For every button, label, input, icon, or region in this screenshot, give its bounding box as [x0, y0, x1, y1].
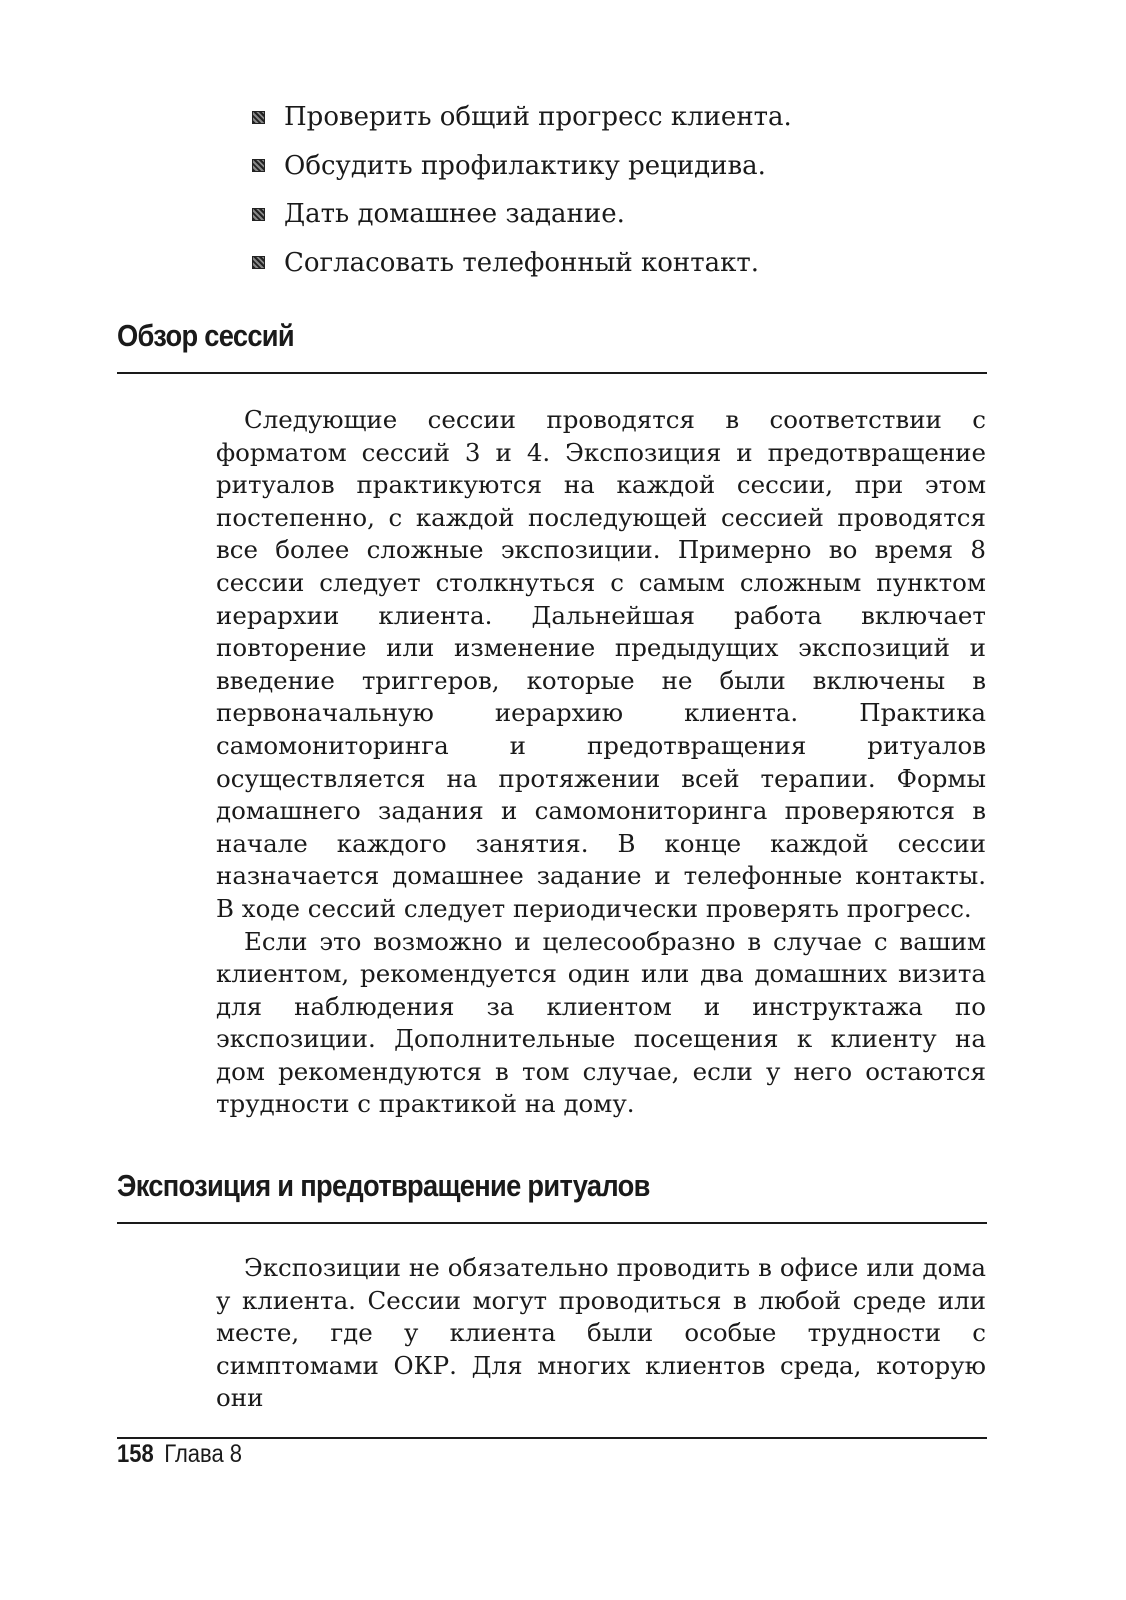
square-bullet-icon [252, 256, 265, 269]
task-bullet-list [252, 93, 1012, 287]
paragraph: Если это возможно и целесообразно в случае с вашим клиентом, рекомендуется один или два домашних визита для наблюдения за клиентом и инструктажа по экспозиции. Дополнительные посещения к клиенту на дом рекомендуются в том случае, если у него остаются трудности с практикой на дому. [216, 926, 986, 1119]
page-number: 158 [117, 1440, 154, 1468]
paragraph: Следующие сессии проводятся в соответствии с форматом сессий 3 и 4. Экспозиция и предотвращение ритуалов практикуются на каждой сессии, при этом постепенно, с каждой последующей сессией проводятся все более сложные экспозиции. Примерно во время 8 сессии следует столкнуться с самым сложным пунктом иерархии клиента. Дальнейшая работа включает повторение или изменение предыдущих экспозиций и введение триггеров, которые не были включены в первоначальную иерархию клиента. Практика самомониторинга и предотвращения ритуалов осуществляется на протяжении всей терапии. Формы домашнего задания и самомониторинга проверяются в начале каждого занятия. В конце каждой сессии назначается домашнее задание и телефонные контакты. В ходе сессий следует периодически проверять прогресс. [216, 405, 986, 923]
chapter-label: Глава 8 [164, 1440, 243, 1468]
list-item [252, 142, 1012, 191]
section-body-exposure [216, 1252, 986, 1415]
paragraph: Экспозиции не обязательно проводить в офисе или дома у клиента. Сессии могут проводиться в любой среде или месте, где у клиента были особые трудности с симптомами ОКР. Для многих клиентов среда, которую они [216, 1253, 986, 1413]
list-item [252, 239, 1012, 288]
list-item-text: Проверить общий прогресс клиента. [284, 102, 792, 132]
section-divider [117, 1222, 987, 1224]
list-item-text: Обсудить профилактику рецидива. [284, 150, 766, 181]
square-bullet-icon [252, 208, 265, 221]
section-heading-exposure: Экспозиция и предотвращение ритуалов [117, 1168, 650, 1203]
section-body-sessions-overview [216, 404, 986, 1121]
section-heading-sessions-overview: Обзор сессий [117, 318, 294, 353]
list-item [252, 190, 1012, 239]
list-item-text: Согласовать телефонный контакт. [284, 247, 759, 278]
page-footer [117, 1440, 242, 1469]
list-item-text: Дать домашнее задание. [284, 199, 625, 229]
section-divider [117, 372, 987, 374]
square-bullet-icon [252, 111, 265, 124]
list-item [252, 93, 1012, 142]
footer-divider [117, 1437, 987, 1439]
square-bullet-icon [252, 159, 265, 172]
